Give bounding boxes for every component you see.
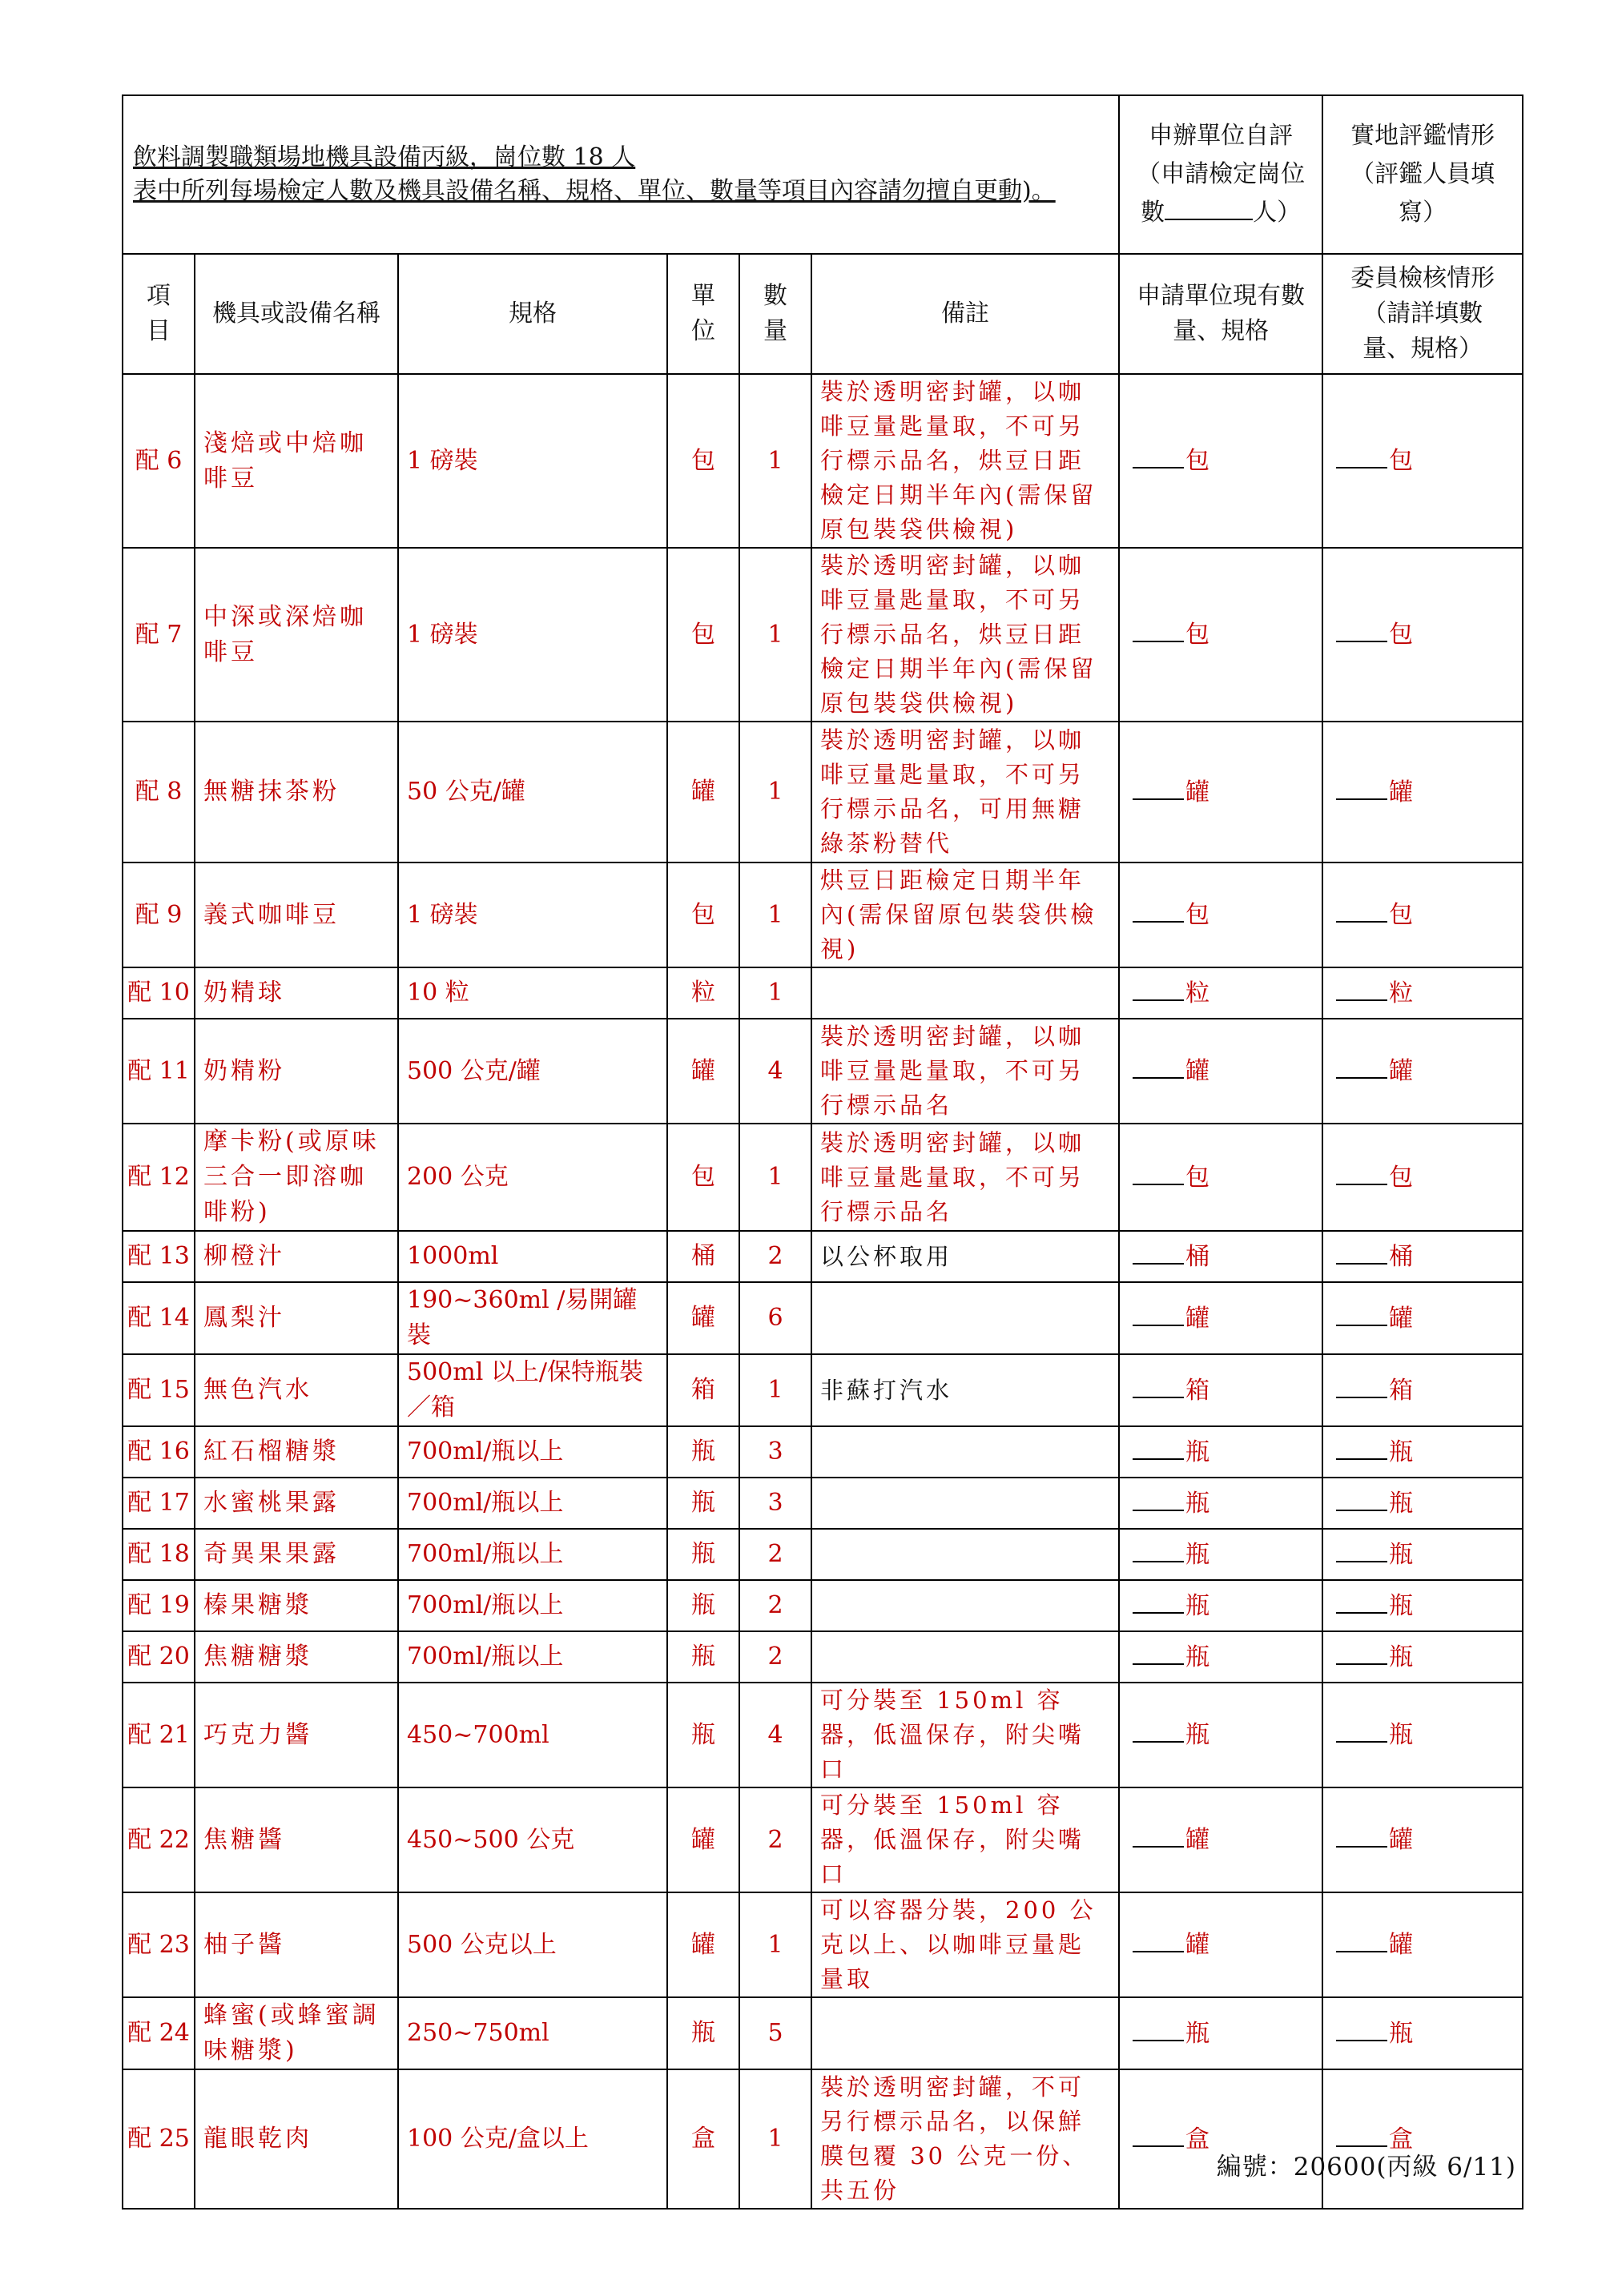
table-row [123, 1478, 1523, 1529]
cell-spec: 700ml/瓶以上 [398, 1580, 667, 1631]
cell-qty: 4 [739, 1019, 811, 1124]
col-committee: 委員檢核情形（請詳填數量、規格） [1322, 254, 1523, 374]
cell-name: 奶精粉 [195, 1019, 398, 1124]
cell-spec: 1 磅裝 [398, 548, 667, 722]
col-unit: 單位 [667, 254, 739, 374]
cell-name: 巧克力醬 [195, 1683, 398, 1787]
cell-name: 無糖抹茶粉 [195, 722, 398, 863]
committee-unit: 桶 [1389, 1242, 1414, 1271]
cell-applicant[interactable] [1119, 1631, 1322, 1683]
cell-qty: 2 [739, 1231, 811, 1282]
cell-name: 柚子醬 [195, 1892, 398, 1997]
applicant-unit: 罐 [1185, 1826, 1210, 1854]
table-row [123, 2069, 1523, 2209]
cell-unit: 瓶 [667, 1683, 739, 1787]
applicant-blank[interactable] [1133, 1717, 1184, 1743]
table-row [123, 1631, 1523, 1683]
cell-unit: 瓶 [667, 1997, 739, 2069]
col-note: 備註 [811, 254, 1119, 374]
table-row [123, 1529, 1523, 1580]
applicant-blank[interactable] [1133, 1434, 1184, 1460]
cell-item: 配 24 [123, 1997, 195, 2069]
cell-note: 非蘇打汽水 [811, 1354, 1119, 1426]
applicant-blank[interactable] [1133, 1537, 1184, 1562]
cell-spec: 500 公克/罐 [398, 1019, 667, 1124]
table-row [123, 1787, 1523, 1892]
cell-item: 配 25 [123, 2069, 195, 2209]
cell-committee[interactable] [1322, 1426, 1523, 1478]
cell-qty: 1 [739, 1354, 811, 1426]
cell-note: 可以容器分裝，200 公克以上、以咖啡豆量匙量取 [811, 1892, 1119, 1997]
applicant-blank[interactable] [1133, 774, 1184, 800]
cell-unit: 包 [667, 863, 739, 967]
cell-applicant[interactable] [1119, 1892, 1322, 1997]
applicant-blank[interactable] [1133, 897, 1184, 923]
table-row [123, 1892, 1523, 1997]
applicant-unit: 箱 [1185, 1376, 1210, 1405]
applicant-unit: 桶 [1185, 1242, 1210, 1271]
cell-name: 龍眼乾肉 [195, 2069, 398, 2209]
cell-unit: 粒 [667, 967, 739, 1019]
cell-note: 可分裝至 150ml 容器，低溫保存，附尖嘴口 [811, 1683, 1119, 1787]
committee-blank[interactable] [1336, 1927, 1387, 1952]
cell-spec: 250~750ml [398, 1997, 667, 2069]
cell-name: 鳳梨汁 [195, 1282, 398, 1354]
equipment-table [122, 94, 1523, 2210]
applicant-blank[interactable] [1133, 1239, 1184, 1265]
table-row [123, 1282, 1523, 1354]
cell-item: 配 13 [123, 1231, 195, 1282]
applicant-unit: 瓶 [1185, 1438, 1210, 1466]
cell-applicant[interactable] [1119, 2069, 1322, 2209]
applicant-unit: 瓶 [1185, 1540, 1210, 1569]
cell-item: 配 15 [123, 1354, 195, 1426]
cell-name: 摩卡粉(或原味三合一即溶咖啡粉) [195, 1124, 398, 1231]
table-row [123, 863, 1523, 967]
cell-item: 配 17 [123, 1478, 195, 1529]
title-line-2: 表中所列每場檢定人數及機具設備名稱、規格、單位、數量等項目內容請勿擅自更動)。 [133, 177, 1056, 205]
committee-unit: 包 [1389, 901, 1414, 929]
cell-applicant[interactable] [1119, 1282, 1322, 1354]
committee-blank[interactable] [1336, 1717, 1387, 1743]
cell-qty: 2 [739, 1631, 811, 1683]
cell-committee[interactable] [1322, 1478, 1523, 1529]
applicant-unit: 包 [1185, 447, 1210, 475]
cell-spec: 700ml/瓶以上 [398, 1426, 667, 1478]
applicant-blank[interactable] [1133, 975, 1184, 1001]
committee-unit: 罐 [1389, 1057, 1414, 1085]
cell-committee[interactable] [1322, 374, 1523, 548]
table-row [123, 722, 1523, 863]
title-line-1: 飲料調製職類場地機具設備丙級，崗位數 18 人 [133, 143, 636, 171]
cell-applicant[interactable] [1119, 1478, 1322, 1529]
committee-unit: 瓶 [1389, 1721, 1414, 1749]
cell-qty: 2 [739, 1580, 811, 1631]
cell-note: 裝於透明密封罐，不可另行標示品名，以保鮮膜包覆 30 公克一份、共五份 [811, 2069, 1119, 2209]
applicant-unit: 罐 [1185, 1057, 1210, 1085]
table-row [123, 967, 1523, 1019]
cell-item: 配 9 [123, 863, 195, 967]
cell-note [811, 1997, 1119, 2069]
self-eval-line-2: （申請檢定崗位 [1137, 160, 1306, 188]
cell-unit: 瓶 [667, 1529, 739, 1580]
table-row [123, 1997, 1523, 2069]
committee-blank[interactable] [1336, 1639, 1387, 1665]
col-applicant: 申請單位現有數量、規格 [1119, 254, 1322, 374]
cell-committee[interactable] [1322, 1631, 1523, 1683]
cell-committee[interactable] [1322, 1354, 1523, 1426]
cell-applicant[interactable] [1119, 1231, 1322, 1282]
cell-qty: 2 [739, 1529, 811, 1580]
table-row [123, 1580, 1523, 1631]
cell-applicant[interactable] [1119, 548, 1322, 722]
cell-committee[interactable] [1322, 1019, 1523, 1124]
cell-committee[interactable] [1322, 1580, 1523, 1631]
cell-qty: 2 [739, 1787, 811, 1892]
committee-unit: 盒 [1389, 2125, 1414, 2153]
cell-committee[interactable] [1322, 1787, 1523, 1892]
cell-applicant[interactable] [1119, 1019, 1322, 1124]
applicant-unit: 盒 [1185, 2125, 1210, 2153]
cell-qty: 6 [739, 1282, 811, 1354]
cell-spec: 500 公克以上 [398, 1892, 667, 1997]
cell-unit: 罐 [667, 722, 739, 863]
cell-item: 配 20 [123, 1631, 195, 1683]
cell-note: 裝於透明密封罐，以咖啡豆量匙量取，不可另行標示品名，烘豆日距檢定日期半年內(需保留原包裝袋供檢視) [811, 374, 1119, 548]
cell-note: 裝於透明密封罐，以咖啡豆量匙量取，不可另行標示品名 [811, 1124, 1119, 1231]
applicant-blank[interactable] [1133, 1822, 1184, 1848]
committee-unit: 罐 [1389, 1304, 1414, 1333]
cell-applicant[interactable] [1119, 1580, 1322, 1631]
cell-spec: 450~700ml [398, 1683, 667, 1787]
cell-spec: 100 公克/盒以上 [398, 2069, 667, 2209]
cell-unit: 包 [667, 1124, 739, 1231]
site-eval-header [1322, 95, 1523, 254]
cell-qty: 1 [739, 374, 811, 548]
cell-note: 裝於透明密封罐，以咖啡豆量匙量取，不可另行標示品名 [811, 1019, 1119, 1124]
self-eval-line-3: 數 人） [1128, 194, 1314, 232]
cell-spec: 50 公克/罐 [398, 722, 667, 863]
committee-unit: 箱 [1389, 1376, 1414, 1405]
self-eval-header [1119, 95, 1322, 254]
cell-committee[interactable] [1322, 722, 1523, 863]
cell-unit: 瓶 [667, 1580, 739, 1631]
committee-blank[interactable] [1336, 443, 1387, 468]
cell-item: 配 14 [123, 1282, 195, 1354]
applicant-unit: 罐 [1185, 778, 1210, 806]
table-row [123, 1354, 1523, 1426]
site-eval-line-2: （評鑑人員填 [1350, 160, 1495, 188]
cell-qty: 1 [739, 863, 811, 967]
cell-spec: 700ml/瓶以上 [398, 1529, 667, 1580]
cell-note: 裝於透明密封罐，以咖啡豆量匙量取，不可另行標示品名，烘豆日距檢定日期半年內(需保留原包裝袋供檢視) [811, 548, 1119, 722]
committee-blank[interactable] [1336, 1160, 1387, 1185]
cell-name: 蜂蜜(或蜂蜜調味糖漿) [195, 1997, 398, 2069]
cell-applicant[interactable] [1119, 374, 1322, 548]
cell-item: 配 19 [123, 1580, 195, 1631]
committee-blank[interactable] [1336, 1822, 1387, 1848]
cell-applicant[interactable] [1119, 863, 1322, 967]
cell-item: 配 23 [123, 1892, 195, 1997]
cell-name: 焦糖糖漿 [195, 1631, 398, 1683]
cell-spec: 1000ml [398, 1231, 667, 1282]
table-title [123, 95, 1119, 254]
table-body [123, 374, 1523, 2209]
cell-name: 水蜜桃果露 [195, 1478, 398, 1529]
committee-blank[interactable] [1336, 2016, 1387, 2041]
cell-qty: 1 [739, 967, 811, 1019]
applicant-blank[interactable] [1133, 1588, 1184, 1614]
cell-unit: 罐 [667, 1892, 739, 1997]
applicant-unit: 包 [1185, 1163, 1210, 1192]
committee-blank[interactable] [1336, 617, 1387, 642]
committee-unit: 罐 [1389, 1931, 1414, 1959]
cell-applicant[interactable] [1119, 1426, 1322, 1478]
cell-qty: 5 [739, 1997, 811, 2069]
applicant-unit: 罐 [1185, 1304, 1210, 1333]
cell-unit: 盒 [667, 2069, 739, 2209]
cell-name: 榛果糖漿 [195, 1580, 398, 1631]
applicant-blank[interactable] [1133, 1301, 1184, 1326]
cell-applicant[interactable] [1119, 1354, 1322, 1426]
cell-item: 配 10 [123, 967, 195, 1019]
cell-committee[interactable] [1322, 1529, 1523, 1580]
cell-item: 配 11 [123, 1019, 195, 1124]
seat-count-blank[interactable] [1165, 195, 1253, 220]
applicant-unit: 包 [1185, 901, 1210, 929]
col-qty: 數量 [739, 254, 811, 374]
cell-spec: 700ml/瓶以上 [398, 1478, 667, 1529]
site-eval-line-1: 實地評鑑情形 [1350, 122, 1495, 150]
applicant-unit: 粒 [1185, 979, 1210, 1007]
applicant-unit: 瓶 [1185, 1721, 1210, 1749]
col-name: 機具或設備名稱 [195, 254, 398, 374]
cell-committee[interactable] [1322, 1124, 1523, 1231]
cell-committee[interactable] [1322, 1683, 1523, 1787]
committee-blank[interactable] [1336, 1373, 1387, 1398]
site-eval-line-3: 寫） [1399, 199, 1447, 227]
table-row [123, 1426, 1523, 1478]
self-eval-line-1: 申辦單位自評 [1149, 122, 1294, 150]
cell-spec: 10 粒 [398, 967, 667, 1019]
committee-blank[interactable] [1336, 1239, 1387, 1265]
cell-applicant[interactable] [1119, 967, 1322, 1019]
committee-unit: 包 [1389, 447, 1414, 475]
cell-qty: 1 [739, 722, 811, 863]
cell-unit: 罐 [667, 1282, 739, 1354]
col-spec: 規格 [398, 254, 667, 374]
table-row [123, 1019, 1523, 1124]
cell-committee[interactable] [1322, 863, 1523, 967]
table-row [123, 1124, 1523, 1231]
table-row [123, 548, 1523, 722]
cell-committee[interactable] [1322, 548, 1523, 722]
cell-note [811, 1426, 1119, 1478]
applicant-unit: 瓶 [1185, 1489, 1210, 1518]
cell-spec: 700ml/瓶以上 [398, 1631, 667, 1683]
cell-name: 無色汽水 [195, 1354, 398, 1426]
column-header-row [123, 254, 1523, 374]
cell-spec: 190~360ml /易開罐裝 [398, 1282, 667, 1354]
cell-committee[interactable] [1322, 1997, 1523, 2069]
cell-unit: 桶 [667, 1231, 739, 1282]
committee-unit: 罐 [1389, 778, 1414, 806]
committee-blank[interactable] [1336, 1588, 1387, 1614]
table-row [123, 1231, 1523, 1282]
cell-name: 奇異果果露 [195, 1529, 398, 1580]
applicant-unit: 包 [1185, 621, 1210, 649]
cell-name: 柳橙汁 [195, 1231, 398, 1282]
cell-note: 可分裝至 150ml 容器，低溫保存，附尖嘴口 [811, 1787, 1119, 1892]
applicant-blank[interactable] [1133, 1373, 1184, 1398]
cell-name: 焦糖醬 [195, 1787, 398, 1892]
cell-qty: 1 [739, 548, 811, 722]
cell-item: 配 12 [123, 1124, 195, 1231]
cell-item: 配 8 [123, 722, 195, 863]
committee-unit: 罐 [1389, 1826, 1414, 1854]
cell-applicant[interactable] [1119, 1529, 1322, 1580]
committee-blank[interactable] [1336, 975, 1387, 1001]
applicant-blank[interactable] [1133, 2121, 1184, 2147]
committee-unit: 包 [1389, 1163, 1414, 1192]
cell-name: 中深或深焙咖啡豆 [195, 548, 398, 722]
committee-blank[interactable] [1336, 897, 1387, 923]
cell-unit: 瓶 [667, 1426, 739, 1478]
cell-qty: 3 [739, 1478, 811, 1529]
cell-unit: 箱 [667, 1354, 739, 1426]
committee-unit: 瓶 [1389, 1591, 1414, 1620]
cell-note: 烘豆日距檢定日期半年內(需保留原包裝袋供檢視) [811, 863, 1119, 967]
cell-spec: 1 磅裝 [398, 863, 667, 967]
committee-unit: 粒 [1389, 979, 1414, 1007]
applicant-blank[interactable] [1133, 1160, 1184, 1185]
cell-name: 義式咖啡豆 [195, 863, 398, 967]
committee-blank[interactable] [1336, 1434, 1387, 1460]
cell-unit: 包 [667, 548, 739, 722]
committee-unit: 瓶 [1389, 1540, 1414, 1569]
applicant-unit: 罐 [1185, 1931, 1210, 1959]
committee-unit: 瓶 [1389, 2019, 1414, 2048]
cell-unit: 瓶 [667, 1631, 739, 1683]
cell-qty: 4 [739, 1683, 811, 1787]
committee-blank[interactable] [1336, 1537, 1387, 1562]
cell-committee[interactable] [1322, 1282, 1523, 1354]
cell-spec: 1 磅裝 [398, 374, 667, 548]
cell-spec: 450~500 公克 [398, 1787, 667, 1892]
applicant-unit: 瓶 [1185, 1643, 1210, 1671]
applicant-blank[interactable] [1133, 2016, 1184, 2041]
cell-name: 紅石榴糖漿 [195, 1426, 398, 1478]
applicant-blank[interactable] [1133, 1486, 1184, 1511]
cell-qty: 1 [739, 2069, 811, 2209]
cell-note [811, 1631, 1119, 1683]
cell-name: 奶精球 [195, 967, 398, 1019]
cell-note [811, 967, 1119, 1019]
committee-blank[interactable] [1336, 774, 1387, 800]
applicant-blank[interactable] [1133, 1053, 1184, 1079]
cell-item: 配 18 [123, 1529, 195, 1580]
cell-item: 配 21 [123, 1683, 195, 1787]
committee-blank[interactable] [1336, 1486, 1387, 1511]
cell-note [811, 1478, 1119, 1529]
cell-spec: 200 公克 [398, 1124, 667, 1231]
committee-unit: 瓶 [1389, 1643, 1414, 1671]
cell-item: 配 6 [123, 374, 195, 548]
col-item: 項目 [123, 254, 195, 374]
cell-qty: 1 [739, 1124, 811, 1231]
applicant-blank[interactable] [1133, 617, 1184, 642]
cell-applicant[interactable] [1119, 1124, 1322, 1231]
cell-note [811, 1282, 1119, 1354]
cell-unit: 瓶 [667, 1478, 739, 1529]
cell-committee[interactable] [1322, 1231, 1523, 1282]
cell-applicant[interactable] [1119, 1787, 1322, 1892]
applicant-unit: 瓶 [1185, 2019, 1210, 2048]
cell-unit: 罐 [667, 1019, 739, 1124]
title-row [123, 95, 1523, 254]
cell-item: 配 16 [123, 1426, 195, 1478]
cell-committee[interactable] [1322, 1892, 1523, 1997]
cell-note [811, 1529, 1119, 1580]
committee-unit: 瓶 [1389, 1438, 1414, 1466]
cell-applicant[interactable] [1119, 1683, 1322, 1787]
cell-unit: 包 [667, 374, 739, 548]
page-footer: 編號：20600(丙級 6/11) [1216, 2153, 1516, 2181]
cell-qty: 1 [739, 1892, 811, 1997]
cell-note [811, 1580, 1119, 1631]
committee-unit: 瓶 [1389, 1489, 1414, 1518]
cell-item: 配 22 [123, 1787, 195, 1892]
cell-note: 裝於透明密封罐，以咖啡豆量匙量取，不可另行標示品名，可用無糖綠茶粉替代 [811, 722, 1119, 863]
cell-spec: 500ml 以上/保特瓶裝／箱 [398, 1354, 667, 1426]
cell-applicant[interactable] [1119, 1997, 1322, 2069]
committee-blank[interactable] [1336, 2121, 1387, 2147]
equipment-sheet [122, 94, 1522, 2210]
cell-committee[interactable] [1322, 967, 1523, 1019]
table-row [123, 374, 1523, 548]
cell-unit: 罐 [667, 1787, 739, 1892]
applicant-unit: 瓶 [1185, 1591, 1210, 1620]
cell-qty: 3 [739, 1426, 811, 1478]
committee-blank[interactable] [1336, 1053, 1387, 1079]
applicant-blank[interactable] [1133, 1927, 1184, 1952]
cell-name: 淺焙或中焙咖啡豆 [195, 374, 398, 548]
table-row [123, 1683, 1523, 1787]
applicant-blank[interactable] [1133, 1639, 1184, 1665]
cell-note: 以公杯取用 [811, 1231, 1119, 1282]
committee-unit: 包 [1389, 621, 1414, 649]
cell-committee[interactable] [1322, 2069, 1523, 2209]
applicant-blank[interactable] [1133, 443, 1184, 468]
committee-blank[interactable] [1336, 1301, 1387, 1326]
cell-item: 配 7 [123, 548, 195, 722]
cell-applicant[interactable] [1119, 722, 1322, 863]
